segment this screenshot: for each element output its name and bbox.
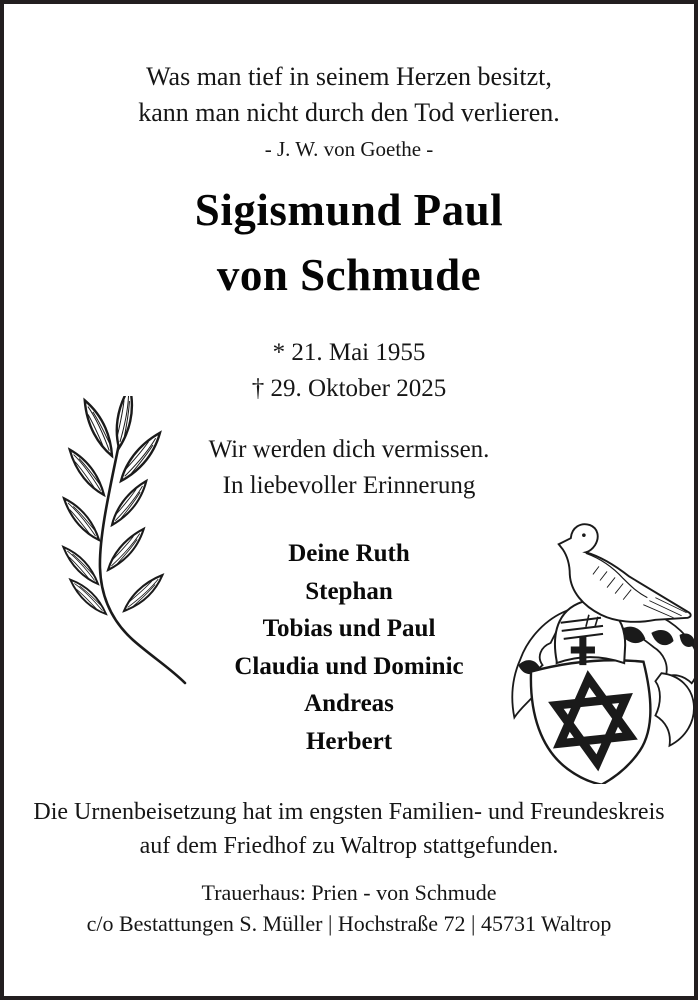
mourner-name: Herbert — [305, 727, 393, 755]
funeral-note-line-2: auf dem Friedhof zu Waltrop stattgefunden. — [139, 833, 559, 859]
shield-icon — [529, 655, 659, 784]
farewell-line-2: In liebevoller Erinnerung — [222, 472, 476, 499]
funeral-note-line-1: Die Urnenbeisetzung hat im engsten Familien- und Freundeskreis — [33, 799, 665, 825]
birth-date: * 21. Mai 1955 — [272, 339, 426, 366]
funeral-home-contact — [4, 877, 694, 939]
name-line-2: von Schmude — [216, 250, 482, 300]
mourner-name: Tobias und Paul — [262, 615, 436, 642]
mourner-name: Andreas — [304, 690, 394, 717]
quote-line-2: kann man nicht durch den Tod verlieren. — [138, 98, 560, 127]
laurel-branch-icon — [32, 396, 197, 686]
mourner-name: Deine Ruth — [288, 540, 410, 567]
name-line-1: Sigismund Paul — [194, 185, 504, 235]
quote-attribution: - J. W. von Goethe - — [264, 137, 434, 161]
funeral-note — [4, 795, 694, 863]
farewell-line-1: Wir werden dich vermissen. — [208, 436, 490, 463]
mourner-name: Claudia und Dominic — [234, 652, 464, 680]
funeral-home-address: c/o Bestattungen S. Müller | Hochstraße 72 | 45731 Waltrop — [86, 911, 612, 936]
death-date: † 29. Oktober 2025 — [251, 375, 447, 402]
mourner-name: Stephan — [305, 577, 393, 605]
deceased-name — [4, 178, 694, 308]
coat-of-arms-icon — [502, 514, 698, 784]
quote-line-1: Was man tief in seinem Herzen besitzt, — [146, 62, 552, 91]
memorial-quote — [4, 59, 694, 164]
funeral-home-line: Trauerhaus: Prien - von Schmude — [201, 880, 497, 905]
